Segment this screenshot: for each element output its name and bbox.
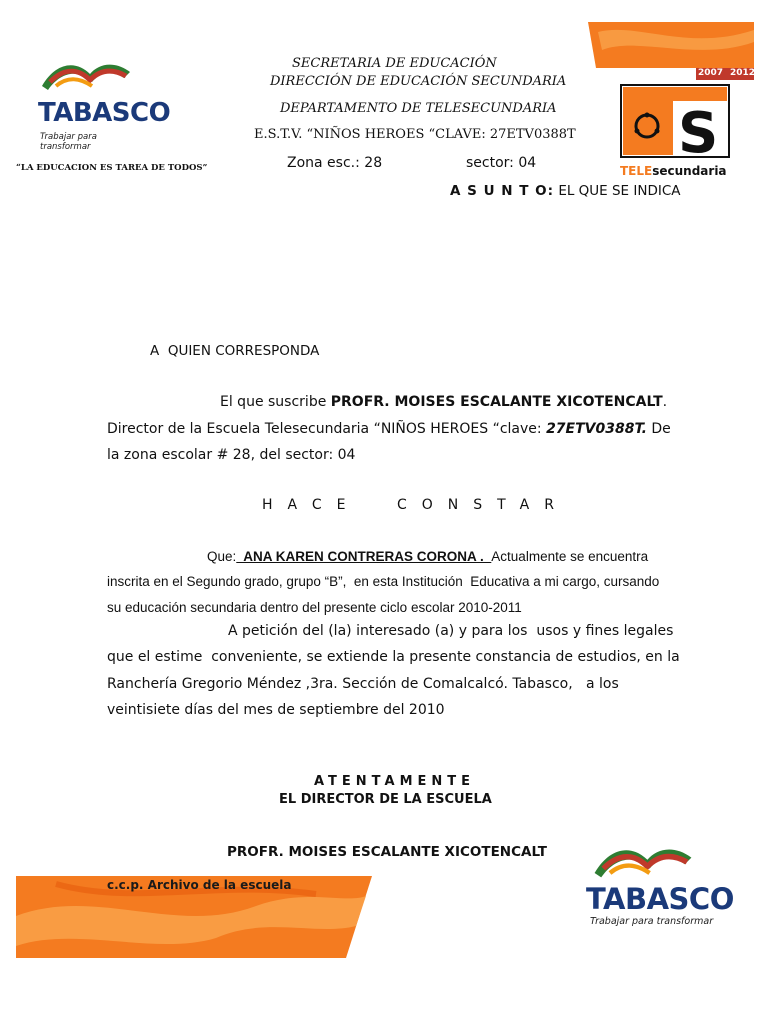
orange-brush-decoration — [578, 22, 754, 80]
paragraph-3-line-2: que el estime conveniente, se extiende la presente constancia de estudios, en la — [107, 649, 680, 665]
svg-text:S: S — [678, 101, 719, 158]
secundaria-text: secundaria — [652, 164, 727, 178]
paragraph-2-line-1 — [207, 544, 648, 569]
p1-director-name: PROFR. MOISES ESCALANTE XICOTENCALT — [330, 394, 663, 410]
tabasco-swoosh-icon-bottom — [584, 840, 702, 884]
paragraph-2-line-2: inscrita en el Segundo grado, grupo “B”, en esta Institución Educativa a mi cargo, cursando — [107, 574, 660, 589]
paragraph-1-line-1 — [220, 389, 667, 415]
ccp-note: c.c.p. Archivo de la escuela — [107, 878, 292, 892]
p1-line2-text: Director de la Escuela Telesecundaria “NIÑOS HEROES “clave: — [107, 421, 547, 437]
telesecundaria-logo — [620, 84, 732, 180]
tabasco-swoosh-icon — [36, 56, 136, 96]
header-departamento: DEPARTAMENTO DE TELESECUNDARIA — [280, 101, 557, 116]
p1-period: . — [662, 394, 668, 410]
signer-name: PROFR. MOISES ESCALANTE XICOTENCALT — [227, 844, 548, 860]
p1-clave: 27ETV0388T. — [546, 421, 647, 437]
years-label-2012: 2012 — [730, 68, 756, 78]
paragraph-3-line-4: veintisiete días del mes de septiembre del 2010 — [107, 702, 445, 718]
p2-tail: Actualmente se encuentra — [491, 549, 649, 564]
paragraph-1-line-2 — [107, 416, 671, 442]
asunto-value: EL QUE SE INDICA — [558, 183, 681, 199]
student-name: ANA KAREN CONTRERAS CORONA . — [236, 549, 492, 564]
bottom-orange-band — [16, 876, 372, 958]
hace-heading: HACE — [262, 497, 361, 513]
paragraph-3-line-3: Ranchería Gregorio Méndez ,3ra. Sección de Comalcalcó. Tabasco, a los — [107, 676, 619, 692]
header-school-key: E.S.T.V. “NIÑOS HEROES “CLAVE: 27ETV0388T — [254, 127, 576, 142]
header-zona: Zona esc.: 28 — [287, 155, 383, 171]
header-direccion: DIRECCIÓN DE EDUCACIÓN SECUNDARIA — [270, 74, 567, 89]
ts-monogram-icon — [620, 84, 730, 158]
tabasco-slogan-bottom: Trabajar para transformar — [590, 916, 714, 927]
top-orange-band — [578, 22, 754, 80]
atentamente: ATENTAMENTE — [314, 774, 476, 789]
motto: “LA EDUCACION ES TAREA DE TODOS” — [16, 163, 208, 173]
tabasco-wordmark-bottom: TABASCO — [586, 882, 734, 916]
paragraph-3-line-1: A petición del (la) interesado (a) y para los usos y fines legales — [228, 623, 674, 639]
tabasco-logo-bottom — [584, 840, 734, 932]
director-title: EL DIRECTOR DE LA ESCUELA — [279, 792, 492, 807]
header-secretaria: SECRETARIA DE EDUCACIÓN — [292, 56, 497, 71]
paragraph-2-line-3: su educación secundaria dentro del presente ciclo escolar 2010-2011 — [107, 600, 522, 615]
salutation: A QUIEN CORRESPONDA — [150, 343, 320, 359]
asunto-label: A S U N T O: — [450, 183, 555, 199]
years-label-2007: 2007 — [698, 68, 724, 78]
p1-intro: El que suscribe — [220, 394, 331, 410]
paragraph-1-line-3: la zona escolar # 28, del sector: 04 — [107, 447, 356, 463]
header-asunto — [450, 183, 681, 199]
tabasco-logo-top — [36, 56, 171, 152]
tele-text: TELE — [620, 164, 653, 178]
que-label: Que: — [207, 549, 237, 564]
tabasco-wordmark: TABASCO — [38, 98, 171, 128]
tabasco-slogan: Trabajar para transformar — [40, 132, 97, 152]
p1-line2-end: De — [646, 421, 671, 437]
constar-heading: CONSTAR — [397, 497, 569, 513]
telesecundaria-wordmark — [620, 164, 727, 178]
header-sector: sector: 04 — [466, 155, 537, 171]
